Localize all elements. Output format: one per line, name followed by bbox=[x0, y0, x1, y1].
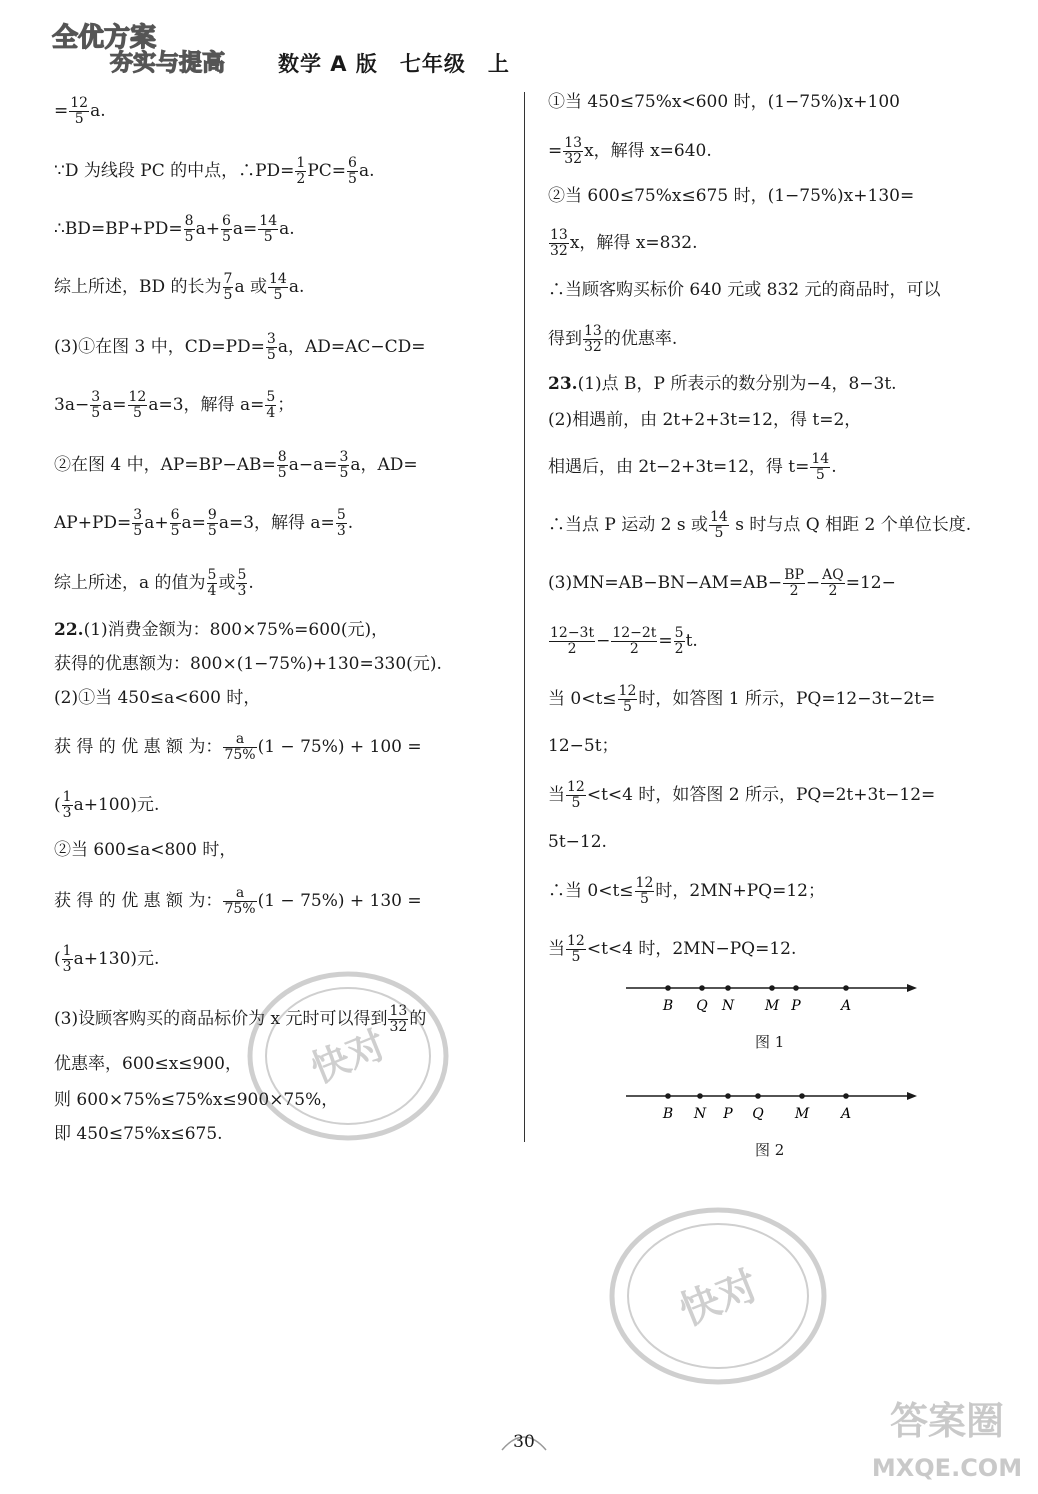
kuaidui-stamp-2 bbox=[598, 1196, 838, 1396]
brand-logo bbox=[46, 8, 268, 78]
svg-text:30: 30 bbox=[513, 1432, 535, 1452]
label-M: M bbox=[764, 998, 780, 1014]
svg-text:快对: 快对 bbox=[673, 1262, 765, 1336]
svg-text:全优方案: 全优方案 bbox=[52, 23, 157, 53]
kuaidui-stamp bbox=[238, 958, 458, 1154]
left-line-6: 3a− $\frac{3}{5}$ a= $\frac{12}{5}$ a=3，解得 a= $\frac{5}{4}$ ； bbox=[54, 389, 295, 421]
point-M bbox=[799, 1093, 805, 1099]
point-Q bbox=[755, 1093, 761, 1099]
label-Q: Q bbox=[752, 1106, 764, 1122]
q22-line-5: ( $\frac{1}{3}$ a+100)元. bbox=[54, 789, 160, 821]
right-line-1: ①当 450≤75%x<600 时，(1−75%)x+100 bbox=[548, 92, 900, 112]
label-P: P bbox=[791, 998, 801, 1014]
q22-line-4: 获 得 的 优 惠 额 为： $\frac{a}{75\%}$ (1 − 75%) + 100 = bbox=[54, 731, 422, 763]
q22-line-8: ( $\frac{1}{3}$ a+130)元. bbox=[54, 943, 160, 975]
point-N bbox=[725, 985, 731, 991]
point-A bbox=[843, 985, 849, 991]
left-line-7: ②在图 4 中，AP=BP−AB= $\frac{8}{5}$ a−a= $\frac{3}{5}$ a，AD= bbox=[54, 449, 418, 481]
column-divider bbox=[524, 92, 525, 1142]
book-title: 数学 A 版 七年级 上 bbox=[278, 52, 510, 76]
figure-2-caption: 图 2 bbox=[755, 1141, 785, 1159]
q22-line-10: 优惠率，600≤x≤900， bbox=[54, 1054, 242, 1074]
axis-arrow-icon bbox=[907, 984, 917, 992]
point-B bbox=[665, 985, 671, 991]
figure-1-caption: 图 1 bbox=[755, 1033, 785, 1051]
q23-line-6: $\frac{12-3t}{2}$ − $\frac{12-2t}{2}$ = $\frac{5}{2}$ t. bbox=[550, 625, 698, 657]
q23-line-7: 当 0<t≤ $\frac{12}{5}$ 时，如答图 1 所示，PQ=12−3t−2t= bbox=[548, 683, 936, 715]
left-line-9: 综上所述，a 的值为 $\frac{5}{4}$ 或 $\frac{5}{3}$ . bbox=[54, 567, 254, 599]
q22-line-3: (2)①当 450≤a<600 时， bbox=[54, 688, 261, 708]
q23-line-9: 当 $\frac{12}{5}$ <t<4 时，如答图 2 所示，PQ=2t+3t−12= bbox=[548, 779, 936, 811]
q23-line-12: 当 $\frac{12}{5}$ <t<4 时，2MN−PQ=12. bbox=[548, 933, 797, 965]
right-line-3: ②当 600≤75%x≤675 时，(1−75%)x+130= bbox=[548, 186, 915, 206]
point-N bbox=[697, 1093, 703, 1099]
q22-line-9: (3)设顾客购买的商品标价为 x 元时可以得到 $\frac{13}{32}$ 的 bbox=[54, 1003, 427, 1035]
label-N: N bbox=[693, 1106, 707, 1122]
q22-line-11: 则 600×75%≤75%x≤900×75%， bbox=[54, 1090, 339, 1110]
q22-line-2: 获得的优惠额为：800×(1−75%)+130=330(元). bbox=[54, 654, 442, 674]
q23-line-1: 23.(1)点 B，P 所表示的数分别为−4，8−3t. bbox=[548, 374, 897, 394]
point-B bbox=[665, 1093, 671, 1099]
label-M: M bbox=[794, 1106, 810, 1122]
q23-line-5: (3)MN=AB−BN−AM=AB− $\frac{BP}{2}$ − $\frac{AQ}{2}$ =12− bbox=[548, 567, 896, 599]
question-number-23: 23. bbox=[548, 374, 578, 394]
right-line-2: = $\frac{13}{32}$ x，解得 x=640. bbox=[548, 135, 712, 167]
label-A: A bbox=[840, 998, 852, 1014]
q22-line-1: 22.(1)消费金额为：800×75%=600(元)， bbox=[54, 620, 389, 640]
q22-line-6: ②当 600≤a<800 时， bbox=[54, 840, 237, 860]
left-line-2: ∵D 为线段 PC 的中点，∴PD= $\frac{1}{2}$ PC= $\frac{6}{5}$ a. bbox=[54, 155, 375, 187]
right-line-4: $\frac{13}{32}$ x，解得 x=832. bbox=[550, 227, 698, 259]
left-line-4: 综上所述，BD 的长为 $\frac{7}{5}$ a 或 $\frac{14}{5}$ a. bbox=[54, 271, 305, 303]
page-number bbox=[498, 1420, 550, 1460]
label-N: N bbox=[721, 998, 735, 1014]
q23-line-2: (2)相遇前，由 2t+2+3t=12，得 t=2， bbox=[548, 410, 862, 430]
q22-line-7: 获 得 的 优 惠 额 为： $\frac{a}{75\%}$ (1 − 75%) + 130 = bbox=[54, 885, 422, 917]
svg-text:答案圈: 答案圈 bbox=[889, 1399, 1005, 1443]
label-B: B bbox=[662, 1106, 674, 1122]
number-line-figure-2 bbox=[620, 1084, 925, 1124]
label-Q: Q bbox=[696, 998, 708, 1014]
point-M bbox=[769, 985, 775, 991]
point-P bbox=[725, 1093, 731, 1099]
point-A bbox=[843, 1093, 849, 1099]
right-line-6: 得到 $\frac{13}{32}$ 的优惠率. bbox=[548, 323, 678, 355]
label-A: A bbox=[840, 1106, 852, 1122]
right-line-5: ∴当顾客购买标价 640 元或 832 元的商品时，可以 bbox=[548, 280, 941, 300]
left-line-8: AP+PD= $\frac{3}{5}$ a+ $\frac{6}{5}$ a= $\frac{9}{5}$ a=3，解得 a= $\frac{5}{3}$ . bbox=[54, 507, 354, 539]
axis-arrow-icon bbox=[907, 1092, 917, 1100]
point-Q bbox=[699, 985, 705, 991]
svg-text:快对: 快对 bbox=[304, 1022, 392, 1092]
left-line-5: (3)①在图 3 中，CD=PD= $\frac{3}{5}$ a，AD=AC−CD= bbox=[54, 331, 426, 363]
mxqe-watermark-logo bbox=[862, 1382, 1032, 1488]
q23-line-11: ∴当 0<t≤ $\frac{12}{5}$ 时，2MN+PQ=12； bbox=[548, 875, 825, 907]
point-P bbox=[793, 985, 799, 991]
label-P: P bbox=[723, 1106, 733, 1122]
q23-line-3: 相遇后，由 2t−2+3t=12，得 t= $\frac{14}{5}$ . bbox=[548, 451, 837, 483]
q23-line-8: 12−5t； bbox=[548, 736, 619, 756]
left-line-3: ∴BD=BP+PD= $\frac{8}{5}$ a+ $\frac{6}{5}$ a= $\frac{14}{5}$ a. bbox=[54, 213, 295, 245]
svg-text:夯实与提高: 夯实与提高 bbox=[110, 50, 225, 76]
label-B: B bbox=[662, 998, 674, 1014]
left-line-1: = $\frac{12}{5}$ a. bbox=[54, 95, 106, 127]
svg-text:MXQE.COM: MXQE.COM bbox=[871, 1454, 1023, 1482]
q23-line-4: ∴当点 P 运动 2 s 或 $\frac{14}{5}$ s 时与点 Q 相距 2 个单位长度. bbox=[548, 509, 972, 541]
question-number-22: 22. bbox=[54, 620, 84, 640]
q23-line-10: 5t−12. bbox=[548, 832, 607, 852]
number-line-figure-1 bbox=[620, 976, 925, 1016]
q22-line-12: 即 450≤75%x≤675. bbox=[54, 1124, 223, 1144]
